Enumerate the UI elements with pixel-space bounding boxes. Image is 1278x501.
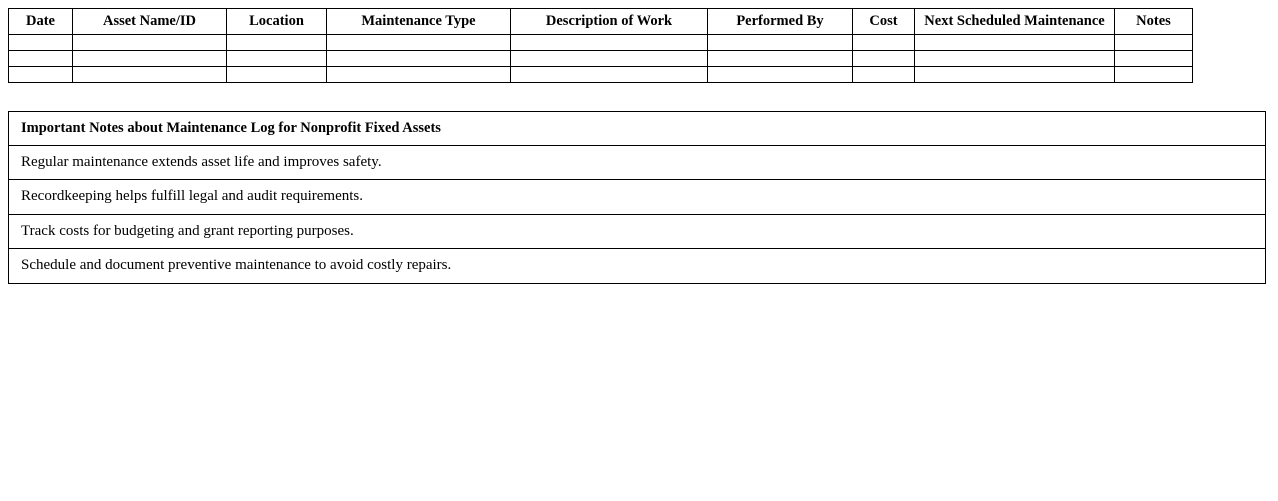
notes-item: Regular maintenance extends asset life and improves safety. (9, 145, 1266, 180)
cell-notes[interactable] (1115, 67, 1193, 83)
notes-item: Schedule and document preventive maintenance to avoid costly repairs. (9, 249, 1266, 284)
cell-cost[interactable] (853, 67, 915, 83)
cell-date[interactable] (9, 35, 73, 51)
cell-location[interactable] (227, 67, 327, 83)
notes-row (9, 145, 1266, 180)
cell-date[interactable] (9, 51, 73, 67)
cell-cost[interactable] (853, 35, 915, 51)
cell-maintenance-type[interactable] (327, 51, 511, 67)
cell-description[interactable] (511, 35, 708, 51)
column-header-cost: Cost (853, 9, 915, 35)
table-row[interactable] (9, 51, 1193, 67)
notes-item: Track costs for budgeting and grant reporting purposes. (9, 214, 1266, 249)
notes-title: Important Notes about Maintenance Log for Nonprofit Fixed Assets (9, 112, 1266, 146)
cell-notes[interactable] (1115, 51, 1193, 67)
cell-description[interactable] (511, 67, 708, 83)
cell-asset-name[interactable] (73, 35, 227, 51)
cell-location[interactable] (227, 35, 327, 51)
cell-next-scheduled-maintenance[interactable] (915, 51, 1115, 67)
column-header-notes: Notes (1115, 9, 1193, 35)
notes-item: Recordkeeping helps fulfill legal and audit requirements. (9, 180, 1266, 215)
column-header-description: Description of Work (511, 9, 708, 35)
cell-performed-by[interactable] (708, 51, 853, 67)
cell-maintenance-type[interactable] (327, 35, 511, 51)
table-row[interactable] (9, 35, 1193, 51)
cell-performed-by[interactable] (708, 35, 853, 51)
column-header-performed-by: Performed By (708, 9, 853, 35)
maintenance-log-table (8, 8, 1193, 83)
notes-row (9, 249, 1266, 284)
cell-next-scheduled-maintenance[interactable] (915, 67, 1115, 83)
notes-row (9, 180, 1266, 215)
notes-title-row (9, 112, 1266, 146)
cell-next-scheduled-maintenance[interactable] (915, 35, 1115, 51)
cell-cost[interactable] (853, 51, 915, 67)
notes-row (9, 214, 1266, 249)
column-header-maintenance-type: Maintenance Type (327, 9, 511, 35)
table-header-row (9, 9, 1193, 35)
important-notes-table (8, 111, 1266, 284)
column-header-location: Location (227, 9, 327, 35)
cell-date[interactable] (9, 67, 73, 83)
cell-description[interactable] (511, 51, 708, 67)
cell-asset-name[interactable] (73, 67, 227, 83)
column-header-next-scheduled-maintenance: Next Scheduled Maintenance (915, 9, 1115, 35)
cell-maintenance-type[interactable] (327, 67, 511, 83)
cell-notes[interactable] (1115, 35, 1193, 51)
table-row[interactable] (9, 67, 1193, 83)
cell-performed-by[interactable] (708, 67, 853, 83)
cell-location[interactable] (227, 51, 327, 67)
cell-asset-name[interactable] (73, 51, 227, 67)
column-header-asset-name: Asset Name/ID (73, 9, 227, 35)
column-header-date: Date (9, 9, 73, 35)
